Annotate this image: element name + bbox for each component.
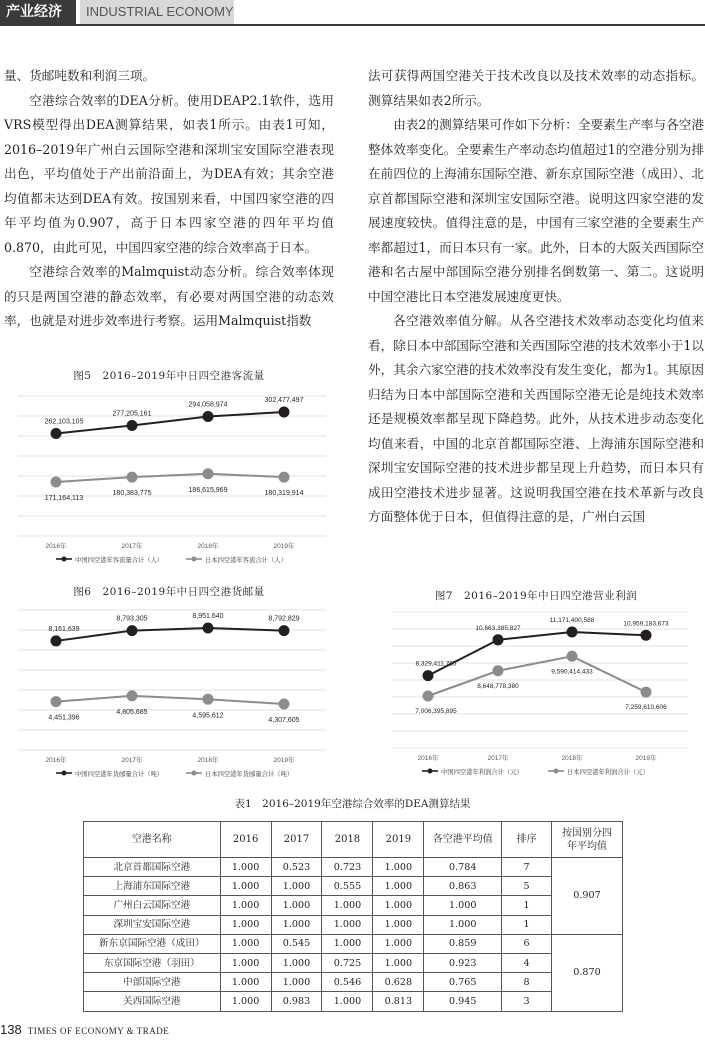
- data-point: [203, 694, 214, 705]
- table-cell: 1.000: [271, 973, 322, 992]
- right-column: [368, 64, 704, 530]
- legend-marker: [554, 769, 559, 774]
- data-label: 262,103,105: [44, 418, 84, 426]
- data-point: [641, 687, 652, 698]
- table-cell: 1.000: [220, 915, 271, 934]
- legend-label: 日本四空港年利润合计（元）: [567, 769, 649, 776]
- data-label: 4,805,685: [116, 708, 148, 716]
- data-label: 8,951,640: [192, 613, 224, 620]
- table-cell: 1.000: [271, 877, 322, 896]
- x-tick-label: 2019年: [273, 543, 295, 550]
- x-tick-label: 2019年: [273, 757, 295, 764]
- data-label: 9,590,414,433: [551, 668, 593, 676]
- x-tick-label: 2016年: [45, 757, 67, 764]
- table-cell: 1.000: [373, 953, 424, 972]
- legend-label: 日本四空港年货邮量合计（吨）: [205, 771, 294, 778]
- section-title-en: INDUSTRIAL ECONOMY: [80, 0, 234, 24]
- data-point: [423, 670, 434, 681]
- table-cell: 1.000: [220, 896, 271, 915]
- airport-name-cell: 关西国际空港: [84, 992, 221, 1011]
- airport-name-cell: 广州白云国际空港: [84, 896, 221, 915]
- table-cell: 7: [502, 858, 552, 877]
- legend-marker: [62, 557, 67, 562]
- table-cell: 1.000: [271, 896, 322, 915]
- data-label: 8,793,305: [116, 615, 148, 623]
- data-point: [51, 477, 62, 488]
- figure-6-chart: [18, 600, 330, 786]
- table-cell: 1.000: [271, 915, 322, 934]
- table-cell: 1.000: [373, 934, 424, 953]
- x-tick-label: 2019年: [635, 755, 657, 762]
- table-cell: 1: [502, 915, 552, 934]
- table-cell: 1.000: [322, 915, 373, 934]
- table-cell: 0.945: [424, 992, 502, 1011]
- country-average-cell: 0.907: [552, 858, 623, 935]
- data-label: 180,383,775: [112, 490, 152, 498]
- series-line: [56, 474, 284, 482]
- legend-marker: [192, 771, 197, 776]
- table-cell: 0.859: [424, 934, 502, 953]
- legend-marker: [62, 771, 67, 776]
- series-line: [56, 696, 284, 704]
- table-cell: 0.725: [322, 953, 373, 972]
- table-header-row: [84, 822, 623, 858]
- table-cell: 0.813: [373, 992, 424, 1011]
- left-column-paragraph: 空港综合效率的DEA分析。使用DEAP2.1软件，选用VRS模型得出DEA测算结果，如表1所示。由表1可知，2016–2019年广州白云国际空港和深圳宝安国际空港表现出色，平均值处于产出前沿面上，为DEA有效；其余空港均值都未达到DEA有效。按国别来看，中国四家空港的四年平均值为0.907，高于日本四家空港的四年平均值0.870，由此可见，中国四家空港的综合效率高于日本。: [4, 92, 334, 255]
- table-cell: 0.863: [424, 877, 502, 896]
- data-point: [423, 691, 434, 702]
- table-row: [84, 858, 623, 877]
- data-label: 8,792,829: [268, 615, 300, 623]
- data-label: 8,161,639: [48, 625, 80, 633]
- table-row: [84, 877, 623, 896]
- page-footer: [0, 1022, 169, 1037]
- table-row: [84, 934, 623, 953]
- airport-name-cell: 北京首都国际空港: [84, 858, 221, 877]
- table-cell: 0.546: [322, 973, 373, 992]
- left-column-paragraph: 空港综合效率的Malmquist动态分析。综合效率体现的只是两国空港的静态效率，有必要对两国空港的动态效率，也就是对进步效率进行考察。运用Malmquist指数: [4, 264, 334, 328]
- data-label: 10,959,183,673: [623, 620, 669, 628]
- data-label: 7,259,610,606: [625, 704, 667, 712]
- table-cell: 0.545: [271, 934, 322, 953]
- series-line: [56, 412, 284, 434]
- table-cell: 1.000: [373, 877, 424, 896]
- table-cell: 8: [502, 973, 552, 992]
- table-cell: 1.000: [220, 992, 271, 1011]
- figure-7-title: 图7 2016–2019年中日四空港营业利润: [434, 590, 638, 602]
- data-point: [127, 420, 138, 431]
- table-header-cell: 各空港平均值: [424, 822, 502, 858]
- airport-name-cell: 深圳宝安国际空港: [84, 915, 221, 934]
- page-number: 138: [0, 1022, 22, 1037]
- data-point: [51, 428, 62, 439]
- table-header-cell: 按国别分四年平均值: [552, 822, 623, 858]
- data-label: 180,319,914: [264, 490, 304, 498]
- right-column-paragraph: 各空港效率值分解。从各空港技术效率动态变化均值来看，除日本中部国际空港和关西国际空港的技术效率小于1以外，其余六家空港的技术效率没有发生变化，都为1。其原因归结为日本中部国际空港和关西国际空港无论是纯技术效率还是规模效率都呈现下降趋势。此外，从技术进步动态变化均值来看，中国的北京首都国际空港、上海浦东国际空港和深圳宝安国际空港的技术进步都呈现上升趋势，而日本只有成田空港技术进步显著。这说明我国空港在技术革新与改良方面整体优于日本，但值得注意的是，广州白云国: [368, 313, 704, 524]
- table-cell: 0.765: [424, 973, 502, 992]
- table-row: [84, 973, 623, 992]
- table-header-cell: 2016: [220, 822, 271, 858]
- data-label: 8,329,411,765: [415, 660, 457, 668]
- data-point: [641, 630, 652, 641]
- legend-marker: [428, 769, 433, 774]
- series-line: [428, 632, 646, 676]
- table-cell: 1.000: [220, 973, 271, 992]
- data-label: 8,648,778,380: [477, 682, 519, 690]
- section-title-cn: 产业经济: [0, 0, 76, 24]
- table-cell: 1.000: [424, 896, 502, 915]
- header-rule: [0, 24, 705, 26]
- right-column-paragraph: 由表2的测算结果可作如下分析：全要素生产率与各空港整体效率变化。全要素生产率动态均值超过1的空港分别为排在前四位的上海浦东国际空港、新东京国际空港（成田）、北京首都国际空港和深圳宝安国际空港。说明这四家空港的发展速度较快。值得注意的是，中国有三家空港的全要素生产率都超过1，而日本只有一家。此外，日本的大阪关西国际空港和名古屋中部国际空港分别排名倒数第一、第二。这说明中国空港比日本空港发展速度更快。: [368, 117, 704, 304]
- data-point: [51, 696, 62, 707]
- data-label: 4,307,605: [268, 717, 300, 724]
- data-label: 277,205,161: [112, 410, 152, 418]
- data-point: [279, 625, 290, 636]
- airport-name-cell: 上海浦东国际空港: [84, 877, 221, 896]
- table-cell: 1.000: [373, 915, 424, 934]
- table-cell: 5: [502, 877, 552, 896]
- data-label: 4,595,612: [192, 712, 224, 720]
- table-row: [84, 953, 623, 972]
- table-header-cell: 2019: [373, 822, 424, 858]
- table-cell: 3: [502, 992, 552, 1011]
- table-cell: 1.000: [271, 953, 322, 972]
- table-cell: 6: [502, 934, 552, 953]
- figure-7-chart: [392, 604, 692, 782]
- data-point: [279, 699, 290, 710]
- legend-label: 中国四空港年利润合计（元）: [441, 769, 523, 776]
- table-cell: 1.000: [322, 934, 373, 953]
- table-row: [84, 896, 623, 915]
- legend-label: 日本四空港年客流合计（人）: [205, 557, 287, 564]
- right-column-paragraph: 法可获得两国空港关于技术改良以及技术效率的动态指标。测算结果如表2所示。: [368, 68, 704, 108]
- table-row: [84, 915, 623, 934]
- x-tick-label: 2018年: [561, 755, 583, 762]
- page-header: [0, 0, 705, 26]
- x-tick-label: 2017年: [487, 755, 509, 762]
- table-cell: 1.000: [220, 934, 271, 953]
- country-average-cell: 0.870: [552, 934, 623, 1011]
- data-point: [493, 665, 504, 676]
- table-cell: 0.523: [271, 858, 322, 877]
- table-cell: 1.000: [424, 915, 502, 934]
- data-label: 10,663,385,827: [475, 624, 521, 632]
- data-point: [279, 407, 290, 418]
- x-tick-label: 2016年: [417, 755, 439, 762]
- table-header-cell: 2018: [322, 822, 373, 858]
- legend-label: 中国四空港年货邮量合计（吨）: [75, 771, 164, 778]
- data-label: 11,171,400,588: [549, 617, 595, 624]
- data-label: 171,164,113: [44, 495, 84, 502]
- table-cell: 0.628: [373, 973, 424, 992]
- table-header-cell: 2017: [271, 822, 322, 858]
- data-label: 4,451,396: [48, 714, 80, 722]
- data-point: [567, 627, 578, 638]
- publication-name: TIMES OF ECONOMY & TRADE: [27, 1026, 170, 1036]
- x-tick-label: 2016年: [45, 543, 67, 550]
- table-cell: 0.723: [322, 858, 373, 877]
- airport-name-cell: 新东京国际空港（成田）: [84, 934, 221, 953]
- table-header-cell: 空港名称: [84, 822, 221, 858]
- table-cell: 1.000: [322, 992, 373, 1011]
- figure-5-chart: [18, 384, 330, 572]
- data-point: [127, 625, 138, 636]
- table-cell: 4: [502, 953, 552, 972]
- data-point: [203, 623, 214, 634]
- figure-5-title: 图5 2016–2019年中日四空港客流量: [73, 370, 265, 382]
- data-label: 302,477,497: [264, 397, 304, 404]
- figure-6-title: 图6 2016–2019年中日四空港货邮量: [73, 586, 265, 598]
- x-tick-label: 2017年: [121, 543, 143, 550]
- data-label: 294,058,974: [188, 401, 228, 409]
- table-cell: 0.983: [271, 992, 322, 1011]
- data-point: [203, 468, 214, 479]
- data-point: [493, 634, 504, 645]
- data-point: [127, 690, 138, 701]
- table-cell: 1.000: [322, 896, 373, 915]
- x-tick-label: 2018年: [197, 543, 219, 550]
- series-line: [428, 656, 646, 696]
- data-point: [51, 635, 62, 646]
- table-cell: 0.923: [424, 953, 502, 972]
- table-cell: 1.000: [220, 858, 271, 877]
- x-tick-label: 2018年: [197, 757, 219, 764]
- data-label: 7,006,395,895: [415, 708, 457, 715]
- table-row: [84, 992, 623, 1011]
- airport-name-cell: 东京国际空港（羽田）: [84, 953, 221, 972]
- legend-label: 中国四空港年客流量合计（人）: [75, 557, 164, 564]
- data-point: [279, 472, 290, 483]
- x-tick-label: 2017年: [121, 757, 143, 764]
- table-1-title: 表1 2016–2019年空港综合效率的DEA测算结果: [234, 798, 471, 810]
- table-cell: 0.784: [424, 858, 502, 877]
- data-point: [203, 411, 214, 422]
- data-point: [127, 472, 138, 483]
- table-cell: 1.000: [220, 877, 271, 896]
- data-point: [567, 651, 578, 662]
- table-cell: 1.000: [373, 896, 424, 915]
- left-column-paragraph: 量、货邮吨数和利润三项。: [4, 68, 156, 83]
- legend-marker: [192, 557, 197, 562]
- table-header-cell: 排序: [502, 822, 552, 858]
- dea-results-table: [83, 821, 623, 1012]
- table-cell: 1: [502, 896, 552, 915]
- left-column: [4, 64, 334, 334]
- table-cell: 1.000: [220, 953, 271, 972]
- data-label: 186,615,969: [188, 486, 228, 494]
- airport-name-cell: 中部国际空港: [84, 973, 221, 992]
- table-cell: 1.000: [373, 858, 424, 877]
- table-cell: 0.555: [322, 877, 373, 896]
